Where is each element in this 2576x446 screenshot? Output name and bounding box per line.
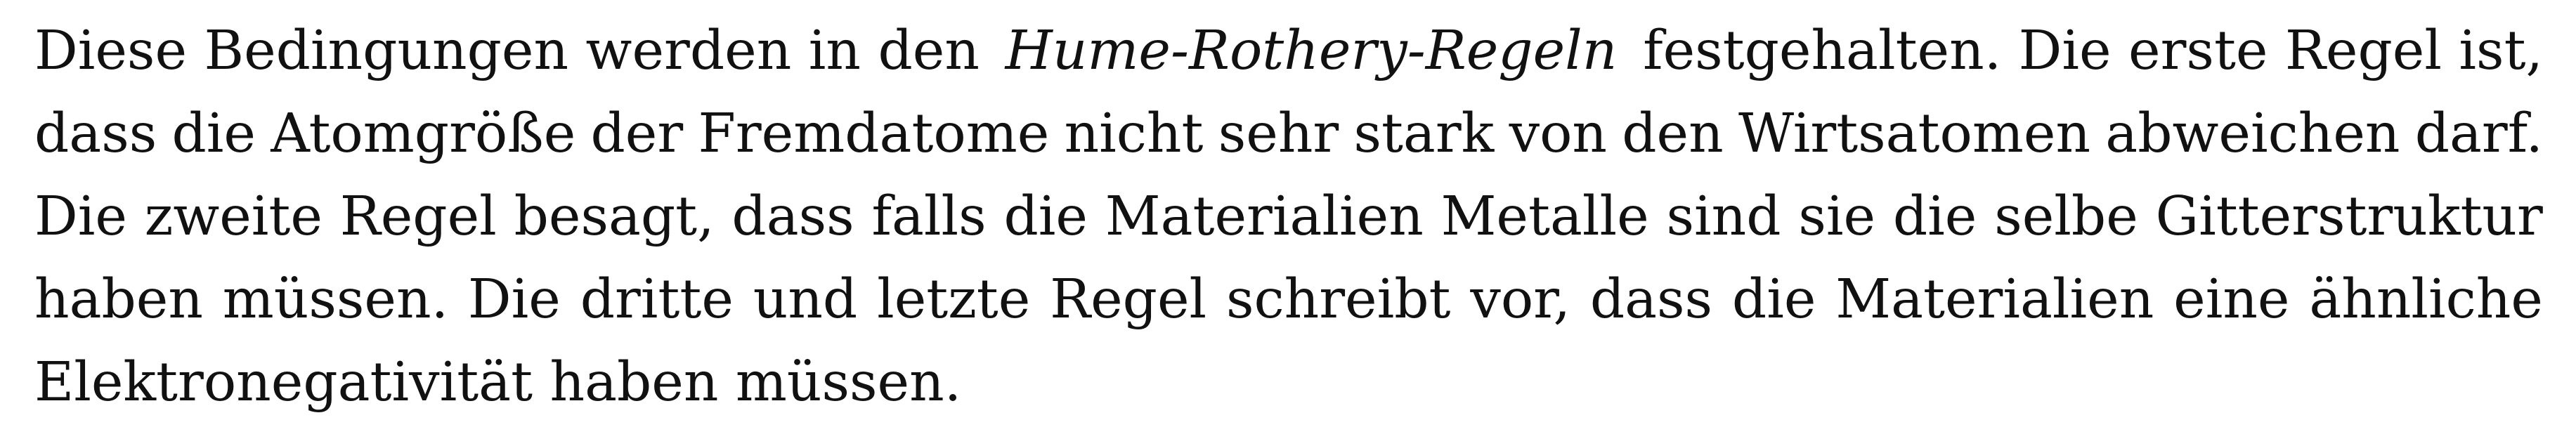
word: sehr [1218,103,1339,165]
word: ähnliche [2309,268,2543,331]
word: den [1622,103,1724,165]
word: dritte [580,268,734,331]
word: Die [34,185,127,248]
word: Regel [1050,268,1207,331]
word: selbe [1994,185,2138,248]
word: Atomgröße [271,103,576,165]
word: zweite [144,185,323,248]
word: Metalle [1440,185,1649,248]
word: Gitterstruktur [2155,185,2543,248]
word: dass [1589,268,1713,331]
word: darf. [2414,103,2543,165]
word: Materialien [1835,268,2154,331]
word: Die [467,268,561,331]
word: der [590,103,684,165]
text-line-3 [34,176,2543,258]
word: vor, [1470,268,1570,331]
hume-rothery-rules-term: Hume-Rothery-Regeln [1005,20,1618,82]
word: falls [871,185,987,248]
word: sind [1666,185,1781,248]
text-paragraph [34,10,2543,424]
word: haben [34,268,203,331]
line-1-start: Diese Bedingungen werden in den [34,20,980,82]
word: die [1003,185,1088,248]
word: dass [34,103,157,165]
word: die [1892,185,1977,248]
word: die [1731,268,1816,331]
word: müssen. [222,268,449,331]
word: besagt, [514,185,715,248]
word: schreibt [1226,268,1451,331]
line-1-end: festgehalten. Die erste Regel ist, [1643,20,2543,82]
word: nicht [1064,103,1204,165]
text-line-1 [34,10,2543,93]
word: letzte [877,268,1031,331]
word: Regel [339,185,497,248]
word: Materialien [1105,185,1424,248]
word: von [1509,103,1608,165]
text-line-4 [34,258,2543,341]
word: dass [731,185,854,248]
word: stark [1353,103,1495,165]
word: Wirtsatomen [1738,103,2091,165]
word: die [171,103,256,165]
word: Fremdatome [698,103,1050,165]
word: sie [1798,185,1876,248]
word: und [753,268,858,331]
line-5-text: Elektronegativität haben müssen. [34,351,962,414]
text-line-5 [34,341,2543,424]
word: abweichen [2105,103,2400,165]
word: eine [2173,268,2290,331]
text-line-2 [34,93,2543,176]
